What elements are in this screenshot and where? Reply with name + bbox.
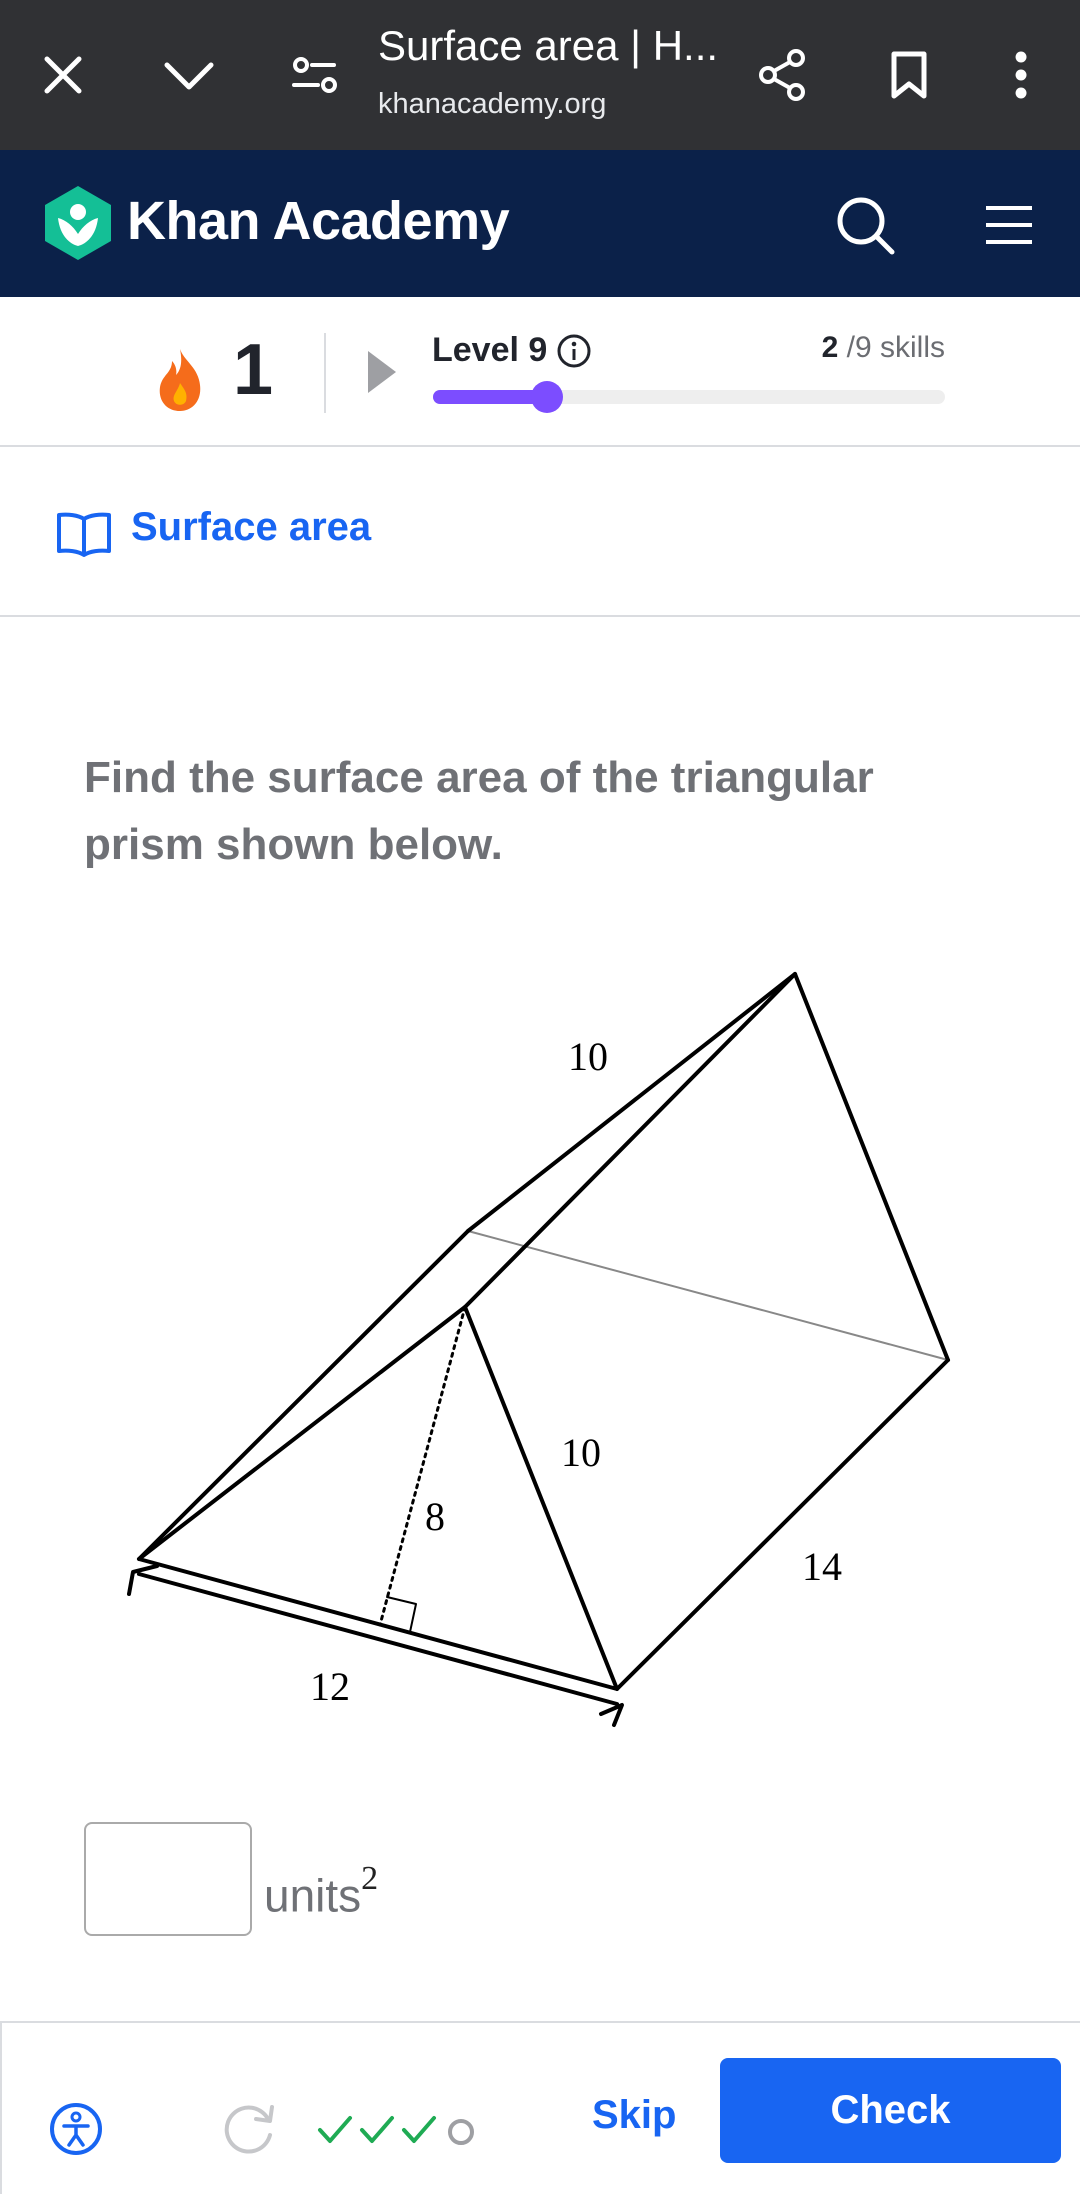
skills-done: 2 — [821, 331, 839, 364]
unit-exponent: 2 — [361, 1860, 379, 1897]
skip-button[interactable]: Skip — [588, 2083, 680, 2148]
skills-total: /9 skills — [846, 331, 945, 364]
page-info-icon[interactable] — [280, 40, 350, 110]
attempt-empty-icon — [442, 2110, 480, 2150]
attempt-check-icon — [358, 2110, 396, 2150]
level-progress-fill — [433, 390, 547, 404]
label-length: 14 — [802, 1544, 842, 1589]
bottom-right-edge — [617, 1360, 948, 1689]
level-progress-bar — [433, 390, 945, 404]
info-icon[interactable] — [556, 333, 592, 369]
check-button[interactable]: Check — [720, 2058, 1061, 2163]
brand-name[interactable]: Khan Academy — [127, 191, 510, 251]
hidden-edge — [468, 1231, 948, 1360]
topic-link-surface-area[interactable]: Surface area — [131, 505, 372, 549]
attempt-check-icon — [316, 2110, 354, 2150]
prism-figure — [0, 940, 1080, 1740]
topic-row — [0, 449, 1080, 617]
flame-icon — [150, 345, 210, 415]
rear-right-edge — [795, 974, 948, 1360]
share-icon[interactable] — [748, 40, 818, 110]
hamburger-menu-icon[interactable] — [974, 190, 1044, 260]
close-icon[interactable] — [28, 40, 98, 110]
level-progress-knob — [531, 381, 563, 413]
attempt-indicators — [316, 2107, 480, 2153]
front-triangle-face — [139, 1307, 617, 1689]
progress-row — [0, 297, 1080, 447]
site-header — [0, 150, 1080, 297]
base-arrow-left — [129, 1566, 157, 1594]
unit-text: units — [264, 1869, 362, 1922]
question-text: Find the surface area of the triangular prism shown below. — [84, 753, 874, 869]
label-base: 12 — [310, 1664, 350, 1709]
search-icon[interactable] — [830, 190, 900, 260]
redo-icon[interactable] — [222, 2101, 282, 2157]
more-vert-icon[interactable] — [986, 40, 1056, 110]
bookmark-icon[interactable] — [874, 40, 944, 110]
skills-count — [822, 331, 945, 365]
label-slant-side: 10 — [561, 1430, 601, 1475]
khan-leaf-logo[interactable] — [42, 184, 114, 262]
footer-left-edge — [0, 2021, 2, 2194]
answer-unit — [264, 1860, 379, 1922]
chevron-down-icon[interactable] — [154, 40, 224, 110]
streak-count: 1 — [233, 330, 274, 410]
divider — [324, 333, 326, 413]
play-icon[interactable] — [364, 347, 400, 397]
rear-top-edge — [468, 974, 795, 1231]
browser-tab-title[interactable]: Surface area | H... — [378, 22, 719, 69]
label-top-edge: 10 — [568, 1034, 608, 1079]
browser-toolbar — [0, 0, 1080, 150]
base-arrow-right — [601, 1705, 622, 1725]
browser-url[interactable]: khanacademy.org — [378, 88, 607, 120]
answer-input[interactable] — [84, 1822, 252, 1936]
book-open-icon — [56, 509, 112, 559]
accessibility-icon[interactable] — [48, 2101, 104, 2157]
exercise-footer — [0, 2021, 1080, 2194]
label-height: 8 — [425, 1494, 445, 1539]
ridge-edge — [465, 974, 795, 1307]
level-label: Level 9 — [432, 331, 548, 369]
attempt-check-icon — [400, 2110, 438, 2150]
